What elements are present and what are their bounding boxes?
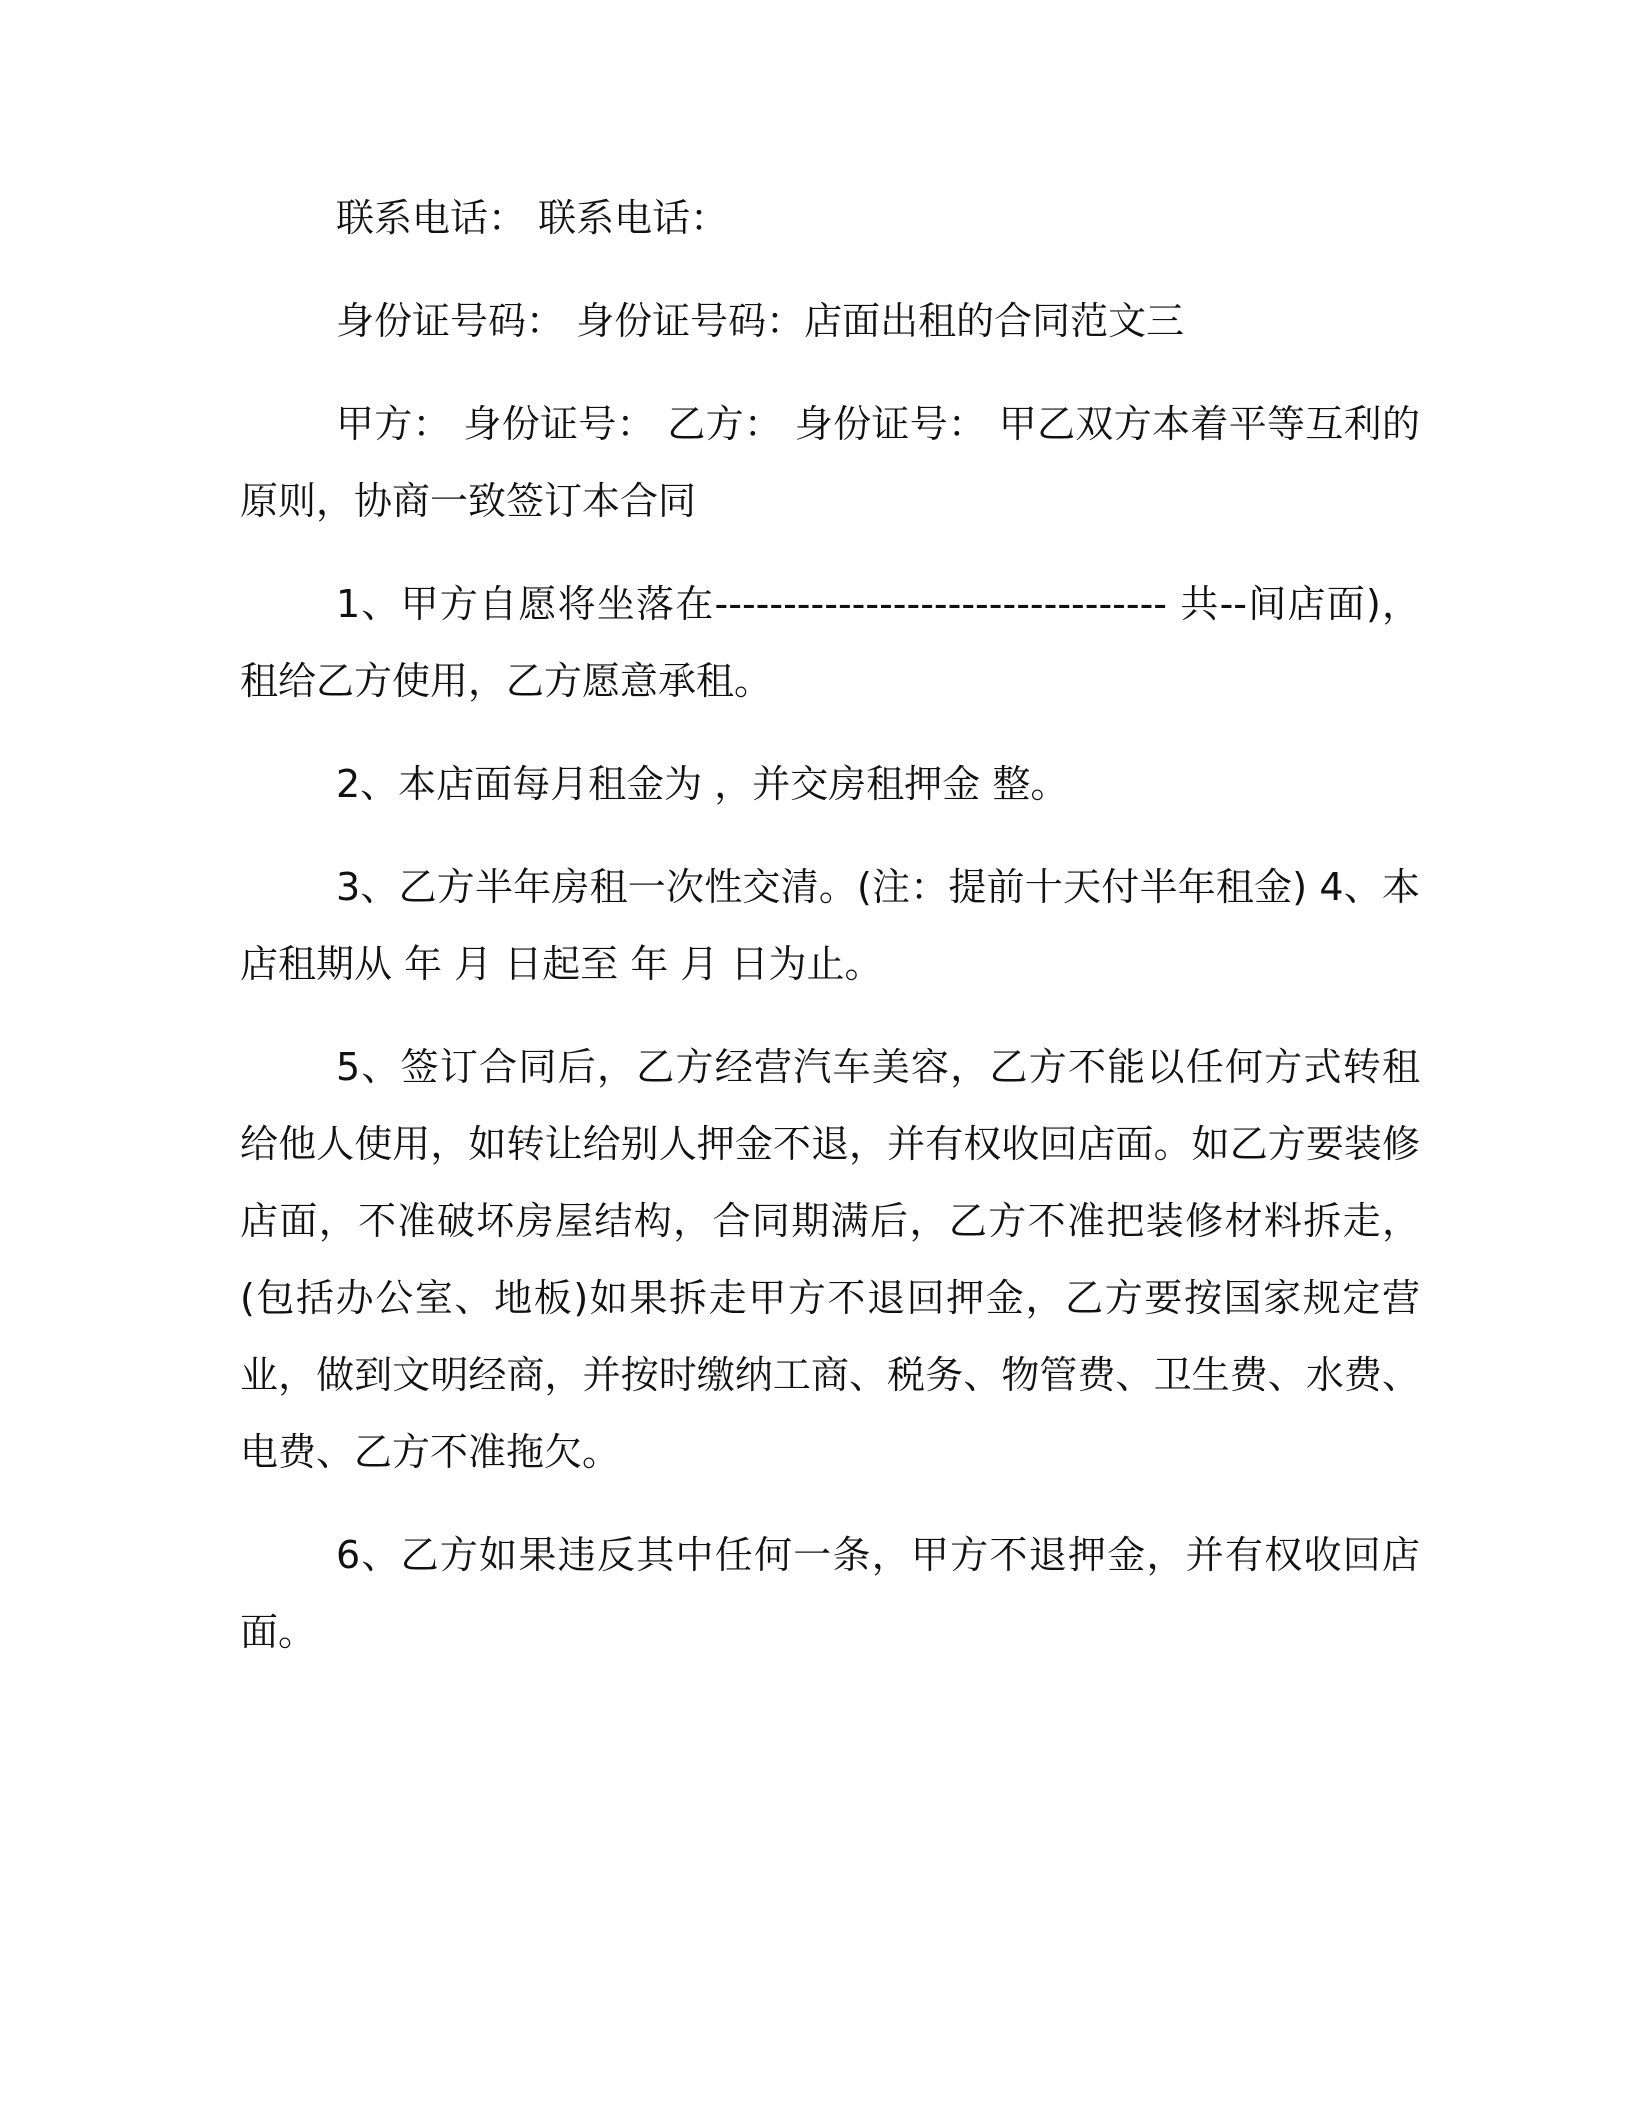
paragraph-contact-phone: 联系电话： 联系电话： <box>336 196 729 240</box>
paragraph-parties: 甲方： 身份证号： 乙方： 身份证号： 甲乙双方本着平等互利的原则，协商一致签订本合同 <box>240 402 1420 523</box>
paragraph-clause-2: 2、本店面每月租金为 ，并交房租押金 整。 <box>336 762 1069 806</box>
paragraph-clause-5: 5、签订合同后，乙方经营汽车美容，乙方不能以任何方式转租给他人使用，如转让给别人押金不退，并有权收回店面。如乙方要装修店面，不准破坏房屋结构，合同期满后，乙方不准把装修材料拆走，(包括办公室、地板)如果拆走甲方不退回押金，乙方要按国家规定营业，做到文明经商，并按时缴纳工商、税务、物管费、卫生费、水费、电费、乙方不准拖欠。 <box>240 1045 1420 1474</box>
paragraph-clause-6: 6、乙方如果违反其中任何一条，甲方不退押金，并有权收回店面。 <box>240 1533 1420 1654</box>
paragraph-clause-3: 3、乙方半年房租一次性交清。(注：提前十天付半年租金) 4、本店租期从 年 月 日起至 年 月 日为止。 <box>240 865 1420 986</box>
paragraph-id-number: 身份证号码： 身份证号码：店面出租的合同范文三 <box>336 299 1185 343</box>
document-body <box>240 180 1420 1697</box>
paragraph-clause-1: 1、甲方自愿将坐落在--------------------------------- 共--间店面)，租给乙方使用，乙方愿意承租。 <box>240 582 1420 703</box>
